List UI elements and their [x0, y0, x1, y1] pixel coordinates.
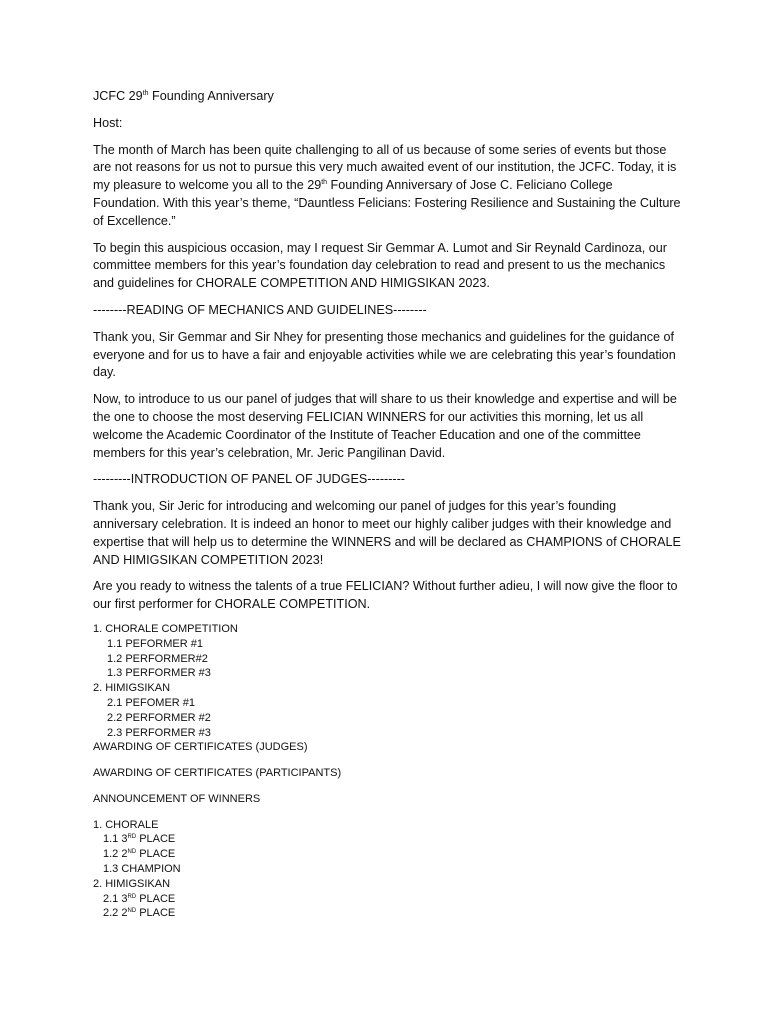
host-label: Host: [93, 115, 123, 130]
winners-item-text: 2.1 3 [103, 892, 128, 905]
winners-item-text: 1.1 3 [103, 833, 128, 846]
winners-item-text-end: PLACE [136, 848, 176, 861]
winners-item-superscript: RD [127, 834, 137, 841]
winners-item-text: 2. HIMIGSIKAN [93, 877, 171, 890]
winners-item-text: 1.3 CHAMPION [103, 863, 181, 876]
winners-item-text: 1.2 2 [103, 848, 128, 861]
winners-item-text: 2.2 2 [103, 907, 128, 920]
paragraph-mechanics-request: To begin this auspicious occasion, may I request Sir Gemmar A. Lumot and Sir Reynald Cardinoza, our committee members for this year’s foundation day celebration to read and present to us the mechanics and guidelines for CHORALE COMPETITION AND HIMIGSIKAN 2023. [93, 240, 667, 291]
awarding-participants: AWARDING OF CERTIFICATES (PARTICIPANTS) [93, 767, 342, 780]
winners-list [93, 818, 681, 922]
program-item: 1.3 PERFORMER #3 [107, 667, 211, 680]
title-superscript: th [142, 90, 149, 97]
winners-item-text-end: PLACE [136, 833, 176, 846]
program-item: 1. CHORALE COMPETITION [93, 622, 238, 635]
paragraph-welcome [93, 142, 681, 231]
winners-item [93, 877, 681, 892]
winners-item [93, 818, 681, 833]
program-item: 2.1 PEFOMER #1 [107, 696, 196, 709]
winners-item [93, 832, 681, 847]
program-item: 2.3 PERFORMER #3 [107, 726, 211, 739]
winners-item-superscript: RD [127, 893, 137, 900]
program-item: 1.2 PERFORMER#2 [107, 652, 208, 665]
winners-item [93, 906, 681, 921]
winners-item [93, 847, 681, 862]
title-text-end: Founding Anniversary [148, 89, 274, 103]
winners-item-text-end: PLACE [136, 892, 176, 905]
winners-item-text-end: PLACE [136, 907, 176, 920]
paragraph-thanks-judges: Thank you, Sir Jeric for introducing and welcoming our panel of judges for this year’s founding anniversary celebration. It is indeed an honor to meet our highly caliber judges with their knowledge and expertise that will help us to determine the WINNERS and will be declared as CHAMPIONS of CHORALE AND HIMIGSIKAN COMPETITION 2023! [93, 499, 681, 567]
paragraph-welcome-text-end: Founding Anniversary of Jose C. Feliciano College Foundation. With this year’s theme, “Dauntless Felicians: Fostering Resilience and Sustaining the Culture of Excellence.” [93, 178, 681, 228]
announcement-of-winners: ANNOUNCEMENT OF WINNERS [93, 792, 261, 805]
paragraph-welcome-text: The month of March has been quite challenging to all of us because of some series of events but those are not reasons for us not to pursue this very much awaited event of our institution, the JCFC. Today, it is my pleasure to welcome you all to the 29 [93, 142, 677, 193]
program-item: 2. HIMIGSIKAN [93, 682, 171, 695]
separator-introduction-judges: ---------INTRODUCTION OF PANEL OF JUDGES--------- [93, 472, 405, 487]
paragraph-introduce-judges: Now, to introduce to us our panel of judges that will share to us their knowledge and expertise and will be the one to choose the most deserving FELICIAN WINNERS for our activities this morning, let us all welcome the Academic Coordinator of the Institute of Teacher Education and one of the committee members for this year’s celebration, Mr. Jeric Pangilinan David. [93, 392, 677, 460]
winners-item-superscript: ND [127, 908, 137, 915]
program-list [93, 622, 681, 755]
program-item: 1.1 PEFORMER #1 [107, 637, 203, 650]
separator-reading-mechanics: --------READING OF MECHANICS AND GUIDELINES-------- [93, 302, 427, 317]
program-item: 2.2 PERFORMER #2 [107, 711, 211, 724]
winners-item [93, 862, 681, 877]
winners-item [93, 892, 681, 907]
document-title [93, 88, 681, 106]
paragraph-thanks-mechanics: Thank you, Sir Gemmar and Sir Nhey for presenting those mechanics and guidelines for the guidance of everyone and for us to have a fair and enjoyable activities while we are celebrating this year’s foundation day. [93, 329, 676, 380]
title-text: JCFC 29 [93, 89, 143, 103]
document-page [93, 88, 681, 921]
program-item: AWARDING OF CERTIFICATES (JUDGES) [93, 741, 308, 754]
winners-item-text: 1. CHORALE [93, 818, 159, 831]
paragraph-welcome-superscript: th [321, 179, 328, 187]
winners-item-superscript: ND [127, 849, 137, 856]
paragraph-first-performer: Are you ready to witness the talents of a true FELICIAN? Without further adieu, I will now give the floor to our first performer for CHORALE COMPETITION. [93, 579, 678, 612]
